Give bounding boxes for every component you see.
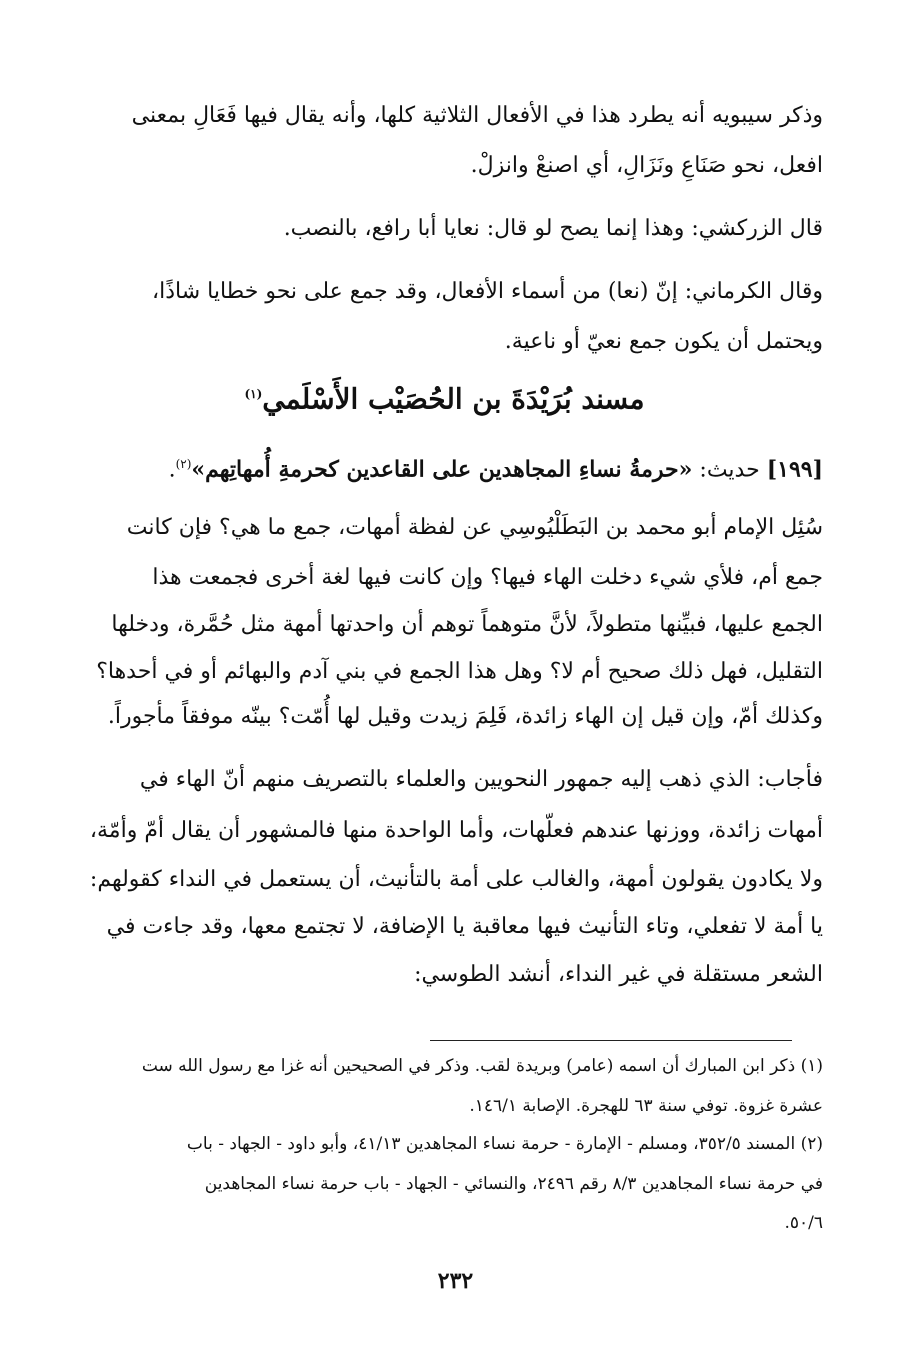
intro-line-2: افعل، نحو صَنَاعِ ونَزَالِ، أي اصنعْ وانزلْ. (470, 153, 823, 178)
hadith-heading (66, 447, 823, 487)
question-line-2: جمع أم، فلأي شيء دخلت الهاء فيها؟ وإن كانت فيها لغة أخرى فجمعت هذا (152, 565, 823, 590)
footnote-1-line-2: عشرة غزوة. توفي سنة ٦٣ للهجرة. الإصابة ١٤٦/١. (469, 1096, 823, 1116)
footnote-separator (430, 1040, 792, 1041)
answer-line-5: الشعر مستقلة في غير النداء، أنشد الطوسي: (414, 962, 823, 987)
question-line-3: الجمع عليها، فبيِّنها متطولاً، لأنَّ متوهماً توهم أن واحدتها أمهة مثل حُمَّرة، ودخلها (111, 612, 823, 637)
answer-line-2: أمهات زائدة، ووزنها عندهم فعلّهات، وأما الواحدة منها فالمشهور أن يقال أمّ وأمّة، (89, 818, 823, 843)
intro-line-3: قال الزركشي: وهذا إنما يصح لو قال: نعايا أبا رافع، بالنصب. (283, 216, 823, 241)
hadith-footnote-ref: (٢) (175, 457, 192, 471)
answer-line-4: يا أمة لا تفعلي، وتاء التأنيث فيها معاقبة يا الإضافة، لا تجتمع معها، وقد جاءت في (106, 914, 823, 939)
answer-line-1: فأجاب: الذي ذهب إليه جمهور النحويين والعلماء بالتصريف منهم أنّ الهاء في (139, 767, 823, 792)
hadith-text: «حرمةُ نساءِ المجاهدين على القاعدين كحرمةِ أُمهاتِهم» (191, 456, 693, 483)
section-title-text: مسند بُرَيْدَةَ بن الحُصَيْب الأَسْلَمي (262, 382, 645, 416)
question-line-4: التقليل، فهل ذلك صحيح أم لا؟ وهل هذا الجمع في بني آدم والبهائم أو في أحدها؟ (96, 659, 823, 684)
intro-line-4: وقال الكرماني: إنّ (نعا) من أسماء الأفعال، وقد جمع على نحو خطايا شاذًا، (152, 279, 823, 304)
hadith-prefix: حديث: (699, 457, 760, 483)
section-title-footnote-ref: (١) (244, 387, 263, 401)
question-line-5: وكذلك أمّ، وإن قيل إن الهاء زائدة، فَلِمَ زيدت وقيل لها أُمّت؟ بينّه موفقاً مأجوراً. (107, 704, 823, 729)
footnote-2-line-2: في حرمة نساء المجاهدين ٨/٣ رقم ٢٤٩٦، والنسائي - الجهاد - باب حرمة نساء المجاهدين (204, 1174, 823, 1194)
answer-line-3: ولا يكادون يقولون أمهة، والغالب على أمة بالتأنيث، أن يستعمل في النداء كقولهم: (89, 867, 823, 892)
footnote-1-line-1: (١) ذكر ابن المبارك أن اسمه (عامر) وبريدة لقب. وذكر في الصحيحين أنه غزا مع رسول الله ست (141, 1056, 823, 1076)
hadith-number: [١٩٩] (766, 456, 823, 483)
intro-line-1: وذكر سيبويه أنه يطرد هذا في الأفعال الثلاثية كلها، وأنه يقال فيها فَعَالِ بمعنى (131, 103, 823, 128)
intro-line-5: ويحتمل أن يكون جمع نعيّ أو ناعية. (504, 329, 823, 354)
footnote-2-line-1: (٢) المسند ٣٥٢/٥، ومسلم - الإمارة - حرمة نساء المجاهدين ٤١/١٣، وأبو داود - الجهاد - باب (186, 1134, 823, 1154)
question-line-1: سُئِل الإمام أبو محمد بن البَطَلْيُوسِي عن لفظة أمهات، جمع ما هي؟ فإن كانت (126, 515, 823, 540)
section-title (66, 372, 823, 421)
footnote-2-line-3: ٥٠/٦. (784, 1213, 823, 1233)
hadith-end: . (168, 457, 176, 483)
page-number: ٢٣٢ (437, 1268, 474, 1294)
